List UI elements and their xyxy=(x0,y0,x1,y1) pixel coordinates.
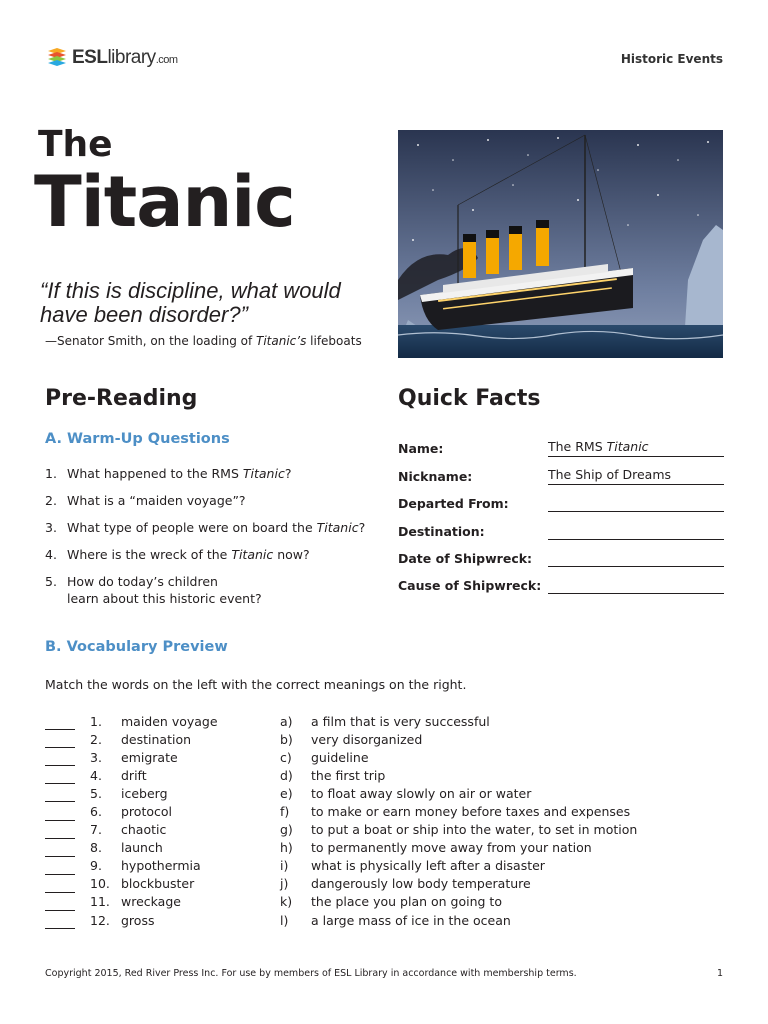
question-item xyxy=(45,520,375,547)
warmup-questions xyxy=(45,466,375,614)
warmup-heading: A. Warm-Up Questions xyxy=(45,431,230,447)
vocab-word: iceberg xyxy=(121,785,168,801)
definition-text: very disorganized xyxy=(311,731,423,747)
definition-letter: h) xyxy=(280,840,293,856)
fact-answer-blank[interactable] xyxy=(548,576,724,594)
vocab-row xyxy=(45,748,645,766)
question-number: 3. xyxy=(45,520,57,535)
answer-blank[interactable] xyxy=(45,736,75,748)
copyright-footer: Copyright 2015, Red River Press Inc. For use by members of ESL Library in accordance with membership terms. xyxy=(45,968,577,979)
vocab-number: 10. xyxy=(90,876,110,892)
vocab-row xyxy=(45,875,645,893)
vocab-row xyxy=(45,857,645,875)
question-item xyxy=(45,574,375,614)
vocab-row xyxy=(45,821,645,839)
fact-answer-blank[interactable] xyxy=(548,549,724,567)
vocab-word: chaotic xyxy=(121,822,167,838)
vocab-word: protocol xyxy=(121,804,172,820)
fact-row xyxy=(398,567,724,594)
answer-blank[interactable] xyxy=(45,772,75,784)
definition-text: to put a boat or ship into the water, to set in motion xyxy=(311,822,638,838)
title-the: The xyxy=(38,124,113,165)
vocab-row xyxy=(45,712,645,730)
fact-row xyxy=(398,540,724,567)
logo-light: library xyxy=(107,47,156,68)
fact-label: Destination: xyxy=(398,523,485,539)
logo-bold: ESL xyxy=(72,47,108,68)
fact-answer-blank[interactable] xyxy=(548,494,724,512)
quick-facts-heading: Quick Facts xyxy=(398,386,541,411)
vocab-row xyxy=(45,893,645,911)
fact-value: The Ship of Dreams xyxy=(548,467,724,485)
answer-blank[interactable] xyxy=(45,790,75,802)
vocab-word: hypothermia xyxy=(121,858,201,874)
question-text: How do today’s children learn about this historic event? xyxy=(67,574,262,606)
quick-facts-table xyxy=(398,430,724,594)
definition-letter: c) xyxy=(280,749,292,765)
pre-reading-heading: Pre-Reading xyxy=(45,386,198,411)
question-number: 4. xyxy=(45,547,57,562)
definition-letter: g) xyxy=(280,822,293,838)
book-stack-icon xyxy=(46,47,68,69)
titanic-illustration xyxy=(398,130,723,358)
question-number: 5. xyxy=(45,574,57,589)
question-text: What happened to the RMS Titanic? xyxy=(67,466,292,481)
vocab-word: destination xyxy=(121,731,192,747)
quote-source-italic: Titanic’s xyxy=(256,334,307,348)
quote-text: “If this is discipline, what would have been disorder?” xyxy=(40,278,341,328)
vocab-number: 2. xyxy=(90,731,102,747)
vocab-row xyxy=(45,802,645,820)
vocab-number: 8. xyxy=(90,840,102,856)
definition-text: to make or earn money before taxes and expenses xyxy=(311,804,631,820)
vocabulary-table xyxy=(45,712,645,929)
vocab-number: 1. xyxy=(90,713,102,729)
vocab-number: 12. xyxy=(90,912,110,928)
fact-row xyxy=(398,430,724,457)
fact-value: The RMS Titanic xyxy=(548,439,724,457)
question-text: What is a “maiden voyage”? xyxy=(67,493,246,508)
definition-letter: i) xyxy=(280,858,289,874)
fact-row xyxy=(398,512,724,539)
question-text: Where is the wreck of the Titanic now? xyxy=(67,547,310,562)
vocabulary-heading: B. Vocabulary Preview xyxy=(45,639,228,655)
vocab-row xyxy=(45,911,645,929)
quote-source-prefix: —Senator Smith, on the loading of xyxy=(45,334,257,348)
answer-blank[interactable] xyxy=(45,917,75,929)
answer-blank[interactable] xyxy=(45,863,75,875)
fact-row xyxy=(398,457,724,484)
page-title: Titanic xyxy=(34,161,295,243)
definition-letter: k) xyxy=(280,894,293,910)
question-text: What type of people were on board the Titanic? xyxy=(67,520,366,535)
fact-label: Date of Shipwreck: xyxy=(398,550,533,566)
fact-label: Cause of Shipwreck: xyxy=(398,578,542,594)
vocab-row xyxy=(45,784,645,802)
vocab-number: 7. xyxy=(90,822,102,838)
definition-text: a large mass of ice in the ocean xyxy=(311,912,511,928)
esl-library-logo xyxy=(46,45,178,71)
question-number: 1. xyxy=(45,466,57,481)
definition-text: to permanently move away from your nation xyxy=(311,840,592,856)
vocab-word: drift xyxy=(121,767,147,783)
definition-text: the first trip xyxy=(311,767,386,783)
answer-blank[interactable] xyxy=(45,718,75,730)
page-number: 1 xyxy=(716,968,723,979)
question-item xyxy=(45,493,375,520)
question-number: 2. xyxy=(45,493,57,508)
answer-blank[interactable] xyxy=(45,809,75,821)
answer-blank[interactable] xyxy=(45,827,75,839)
definition-text: the place you plan on going to xyxy=(311,894,502,910)
question-item xyxy=(45,466,375,493)
definition-letter: e) xyxy=(280,785,293,801)
question-item xyxy=(45,547,375,574)
fact-label: Nickname: xyxy=(398,468,473,484)
answer-blank[interactable] xyxy=(45,899,75,911)
definition-letter: b) xyxy=(280,731,293,747)
answer-blank[interactable] xyxy=(45,881,75,893)
answer-blank[interactable] xyxy=(45,845,75,857)
vocab-number: 6. xyxy=(90,804,102,820)
quote-source-suffix: lifeboats xyxy=(306,334,362,348)
vocab-word: wreckage xyxy=(121,894,181,910)
definition-letter: l) xyxy=(280,912,289,928)
fact-row xyxy=(398,485,724,512)
definition-letter: a) xyxy=(280,713,293,729)
vocab-word: launch xyxy=(121,840,163,856)
definition-text: a film that is very successful xyxy=(311,713,490,729)
definition-text: what is physically left after a disaster xyxy=(311,858,545,874)
vocab-row xyxy=(45,766,645,784)
fact-label: Departed From: xyxy=(398,496,509,512)
vocab-number: 11. xyxy=(90,894,110,910)
definition-text: to float away slowly on air or water xyxy=(311,785,532,801)
fact-label: Name: xyxy=(398,441,444,457)
vocab-row xyxy=(45,839,645,857)
ship-image xyxy=(398,130,723,358)
vocab-number: 3. xyxy=(90,749,102,765)
vocab-word: gross xyxy=(121,912,155,928)
section-label: Historic Events xyxy=(620,52,723,66)
answer-blank[interactable] xyxy=(45,754,75,766)
vocab-number: 4. xyxy=(90,767,102,783)
vocab-word: blockbuster xyxy=(121,876,195,892)
definition-text: guideline xyxy=(311,749,369,765)
vocab-number: 5. xyxy=(90,785,102,801)
definition-letter: d) xyxy=(280,767,293,783)
definition-letter: f) xyxy=(280,804,290,820)
definition-text: dangerously low body temperature xyxy=(311,876,531,892)
vocab-number: 9. xyxy=(90,858,102,874)
logo-suffix: .com xyxy=(155,54,178,66)
quote-source xyxy=(45,334,362,348)
definition-letter: j) xyxy=(280,876,289,892)
vocab-row xyxy=(45,730,645,748)
vocab-word: emigrate xyxy=(121,749,178,765)
vocab-word: maiden voyage xyxy=(121,713,218,729)
fact-answer-blank[interactable] xyxy=(548,522,724,540)
vocabulary-instructions: Match the words on the left with the correct meanings on the right. xyxy=(45,677,467,692)
